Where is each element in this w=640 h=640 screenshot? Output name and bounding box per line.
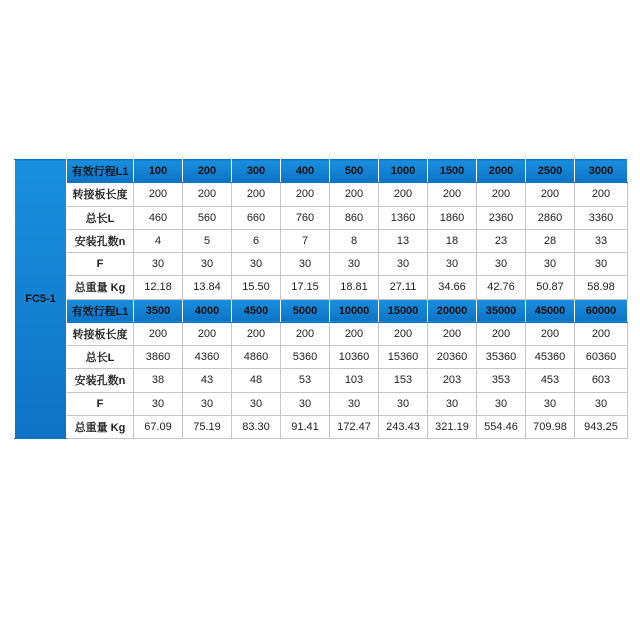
header-row <box>15 160 628 183</box>
value-cell: 50.87 <box>526 276 575 299</box>
value-cell: 91.41 <box>281 415 330 438</box>
value-cell: 30 <box>526 253 575 276</box>
stroke-value-cell: 3000 <box>575 160 628 183</box>
value-cell: 67.09 <box>134 415 183 438</box>
value-cell: 5 <box>183 229 232 252</box>
value-cell: 460 <box>134 206 183 229</box>
header-row <box>15 299 628 322</box>
value-cell: 30 <box>428 392 477 415</box>
stroke-value-cell: 5000 <box>281 299 330 322</box>
stroke-value-cell: 500 <box>330 160 379 183</box>
value-cell: 30 <box>379 392 428 415</box>
value-cell: 60360 <box>575 346 628 369</box>
spec-table-body <box>15 160 628 439</box>
stroke-value-cell: 4000 <box>183 299 232 322</box>
stroke-value-cell: 2000 <box>477 160 526 183</box>
value-cell: 3360 <box>575 206 628 229</box>
value-cell: 321.19 <box>428 415 477 438</box>
value-cell: 3860 <box>134 346 183 369</box>
value-cell: 200 <box>526 183 575 206</box>
row-label-stroke: 有效行程L1 <box>67 299 134 322</box>
value-cell: 153 <box>379 369 428 392</box>
row-label-total-length: 总长L <box>67 346 134 369</box>
value-cell: 660 <box>232 206 281 229</box>
value-cell: 943.25 <box>575 415 628 438</box>
spec-table <box>14 159 628 439</box>
value-cell: 200 <box>428 183 477 206</box>
value-cell: 200 <box>330 183 379 206</box>
value-cell: 43 <box>183 369 232 392</box>
stroke-value-cell: 35000 <box>477 299 526 322</box>
value-cell: 30 <box>477 253 526 276</box>
row-label-plate: 转接板长度 <box>67 183 134 206</box>
value-cell: 172.47 <box>330 415 379 438</box>
stroke-value-cell: 1500 <box>428 160 477 183</box>
value-cell: 10360 <box>330 346 379 369</box>
row-label-total-length: 总长L <box>67 206 134 229</box>
row-label-holes: 安装孔数n <box>67 229 134 252</box>
value-cell: 760 <box>281 206 330 229</box>
stroke-value-cell: 200 <box>183 160 232 183</box>
table-row <box>15 276 628 299</box>
value-cell: 42.76 <box>477 276 526 299</box>
value-cell: 20360 <box>428 346 477 369</box>
value-cell: 30 <box>281 392 330 415</box>
value-cell: 353 <box>477 369 526 392</box>
value-cell: 1860 <box>428 206 477 229</box>
value-cell: 23 <box>477 229 526 252</box>
table-row <box>15 415 628 438</box>
value-cell: 709.98 <box>526 415 575 438</box>
value-cell: 15.50 <box>232 276 281 299</box>
row-label-f: F <box>67 392 134 415</box>
value-cell: 13 <box>379 229 428 252</box>
stroke-value-cell: 1000 <box>379 160 428 183</box>
stroke-value-cell: 2500 <box>526 160 575 183</box>
row-label-weight: 总重量 Kg <box>67 415 134 438</box>
table-row <box>15 322 628 345</box>
value-cell: 15360 <box>379 346 428 369</box>
value-cell: 453 <box>526 369 575 392</box>
value-cell: 200 <box>330 322 379 345</box>
value-cell: 4360 <box>183 346 232 369</box>
value-cell: 103 <box>330 369 379 392</box>
stroke-value-cell: 15000 <box>379 299 428 322</box>
value-cell: 45360 <box>526 346 575 369</box>
value-cell: 8 <box>330 229 379 252</box>
table-row <box>15 392 628 415</box>
stroke-value-cell: 3500 <box>134 299 183 322</box>
value-cell: 30 <box>134 392 183 415</box>
value-cell: 30 <box>330 392 379 415</box>
stroke-value-cell: 20000 <box>428 299 477 322</box>
value-cell: 7 <box>281 229 330 252</box>
value-cell: 200 <box>477 322 526 345</box>
value-cell: 28 <box>526 229 575 252</box>
value-cell: 35360 <box>477 346 526 369</box>
value-cell: 30 <box>575 392 628 415</box>
value-cell: 200 <box>134 322 183 345</box>
model-label: FC5-1 <box>15 160 67 439</box>
value-cell: 58.98 <box>575 276 628 299</box>
value-cell: 18.81 <box>330 276 379 299</box>
value-cell: 30 <box>232 392 281 415</box>
table-row <box>15 183 628 206</box>
value-cell: 6 <box>232 229 281 252</box>
value-cell: 200 <box>232 322 281 345</box>
value-cell: 200 <box>281 322 330 345</box>
value-cell: 200 <box>183 183 232 206</box>
value-cell: 30 <box>183 392 232 415</box>
value-cell: 30 <box>428 253 477 276</box>
stroke-value-cell: 300 <box>232 160 281 183</box>
value-cell: 200 <box>575 322 628 345</box>
row-label-holes: 安装孔数n <box>67 369 134 392</box>
value-cell: 30 <box>183 253 232 276</box>
value-cell: 33 <box>575 229 628 252</box>
value-cell: 200 <box>379 322 428 345</box>
value-cell: 200 <box>232 183 281 206</box>
row-label-plate: 转接板长度 <box>67 322 134 345</box>
value-cell: 30 <box>232 253 281 276</box>
value-cell: 603 <box>575 369 628 392</box>
value-cell: 13.84 <box>183 276 232 299</box>
value-cell: 200 <box>134 183 183 206</box>
value-cell: 17.15 <box>281 276 330 299</box>
value-cell: 560 <box>183 206 232 229</box>
value-cell: 30 <box>526 392 575 415</box>
value-cell: 200 <box>575 183 628 206</box>
value-cell: 4860 <box>232 346 281 369</box>
stroke-value-cell: 400 <box>281 160 330 183</box>
stroke-value-cell: 100 <box>134 160 183 183</box>
value-cell: 83.30 <box>232 415 281 438</box>
row-label-weight: 总重量 Kg <box>67 276 134 299</box>
value-cell: 12.18 <box>134 276 183 299</box>
row-label-stroke: 有效行程L1 <box>67 160 134 183</box>
stroke-value-cell: 45000 <box>526 299 575 322</box>
value-cell: 53 <box>281 369 330 392</box>
table-row <box>15 229 628 252</box>
stroke-value-cell: 4500 <box>232 299 281 322</box>
value-cell: 200 <box>477 183 526 206</box>
value-cell: 34.66 <box>428 276 477 299</box>
value-cell: 4 <box>134 229 183 252</box>
value-cell: 30 <box>281 253 330 276</box>
value-cell: 200 <box>428 322 477 345</box>
value-cell: 48 <box>232 369 281 392</box>
value-cell: 203 <box>428 369 477 392</box>
value-cell: 200 <box>183 322 232 345</box>
table-row <box>15 346 628 369</box>
value-cell: 18 <box>428 229 477 252</box>
value-cell: 75.19 <box>183 415 232 438</box>
value-cell: 200 <box>379 183 428 206</box>
value-cell: 554.46 <box>477 415 526 438</box>
value-cell: 2360 <box>477 206 526 229</box>
row-label-f: F <box>67 253 134 276</box>
table-row <box>15 369 628 392</box>
value-cell: 5360 <box>281 346 330 369</box>
value-cell: 200 <box>526 322 575 345</box>
table-row <box>15 253 628 276</box>
value-cell: 200 <box>281 183 330 206</box>
value-cell: 860 <box>330 206 379 229</box>
value-cell: 243.43 <box>379 415 428 438</box>
value-cell: 30 <box>575 253 628 276</box>
value-cell: 30 <box>330 253 379 276</box>
value-cell: 27.11 <box>379 276 428 299</box>
value-cell: 30 <box>379 253 428 276</box>
value-cell: 2860 <box>526 206 575 229</box>
value-cell: 30 <box>134 253 183 276</box>
stroke-value-cell: 10000 <box>330 299 379 322</box>
stroke-value-cell: 60000 <box>575 299 628 322</box>
table-row <box>15 206 628 229</box>
value-cell: 1360 <box>379 206 428 229</box>
value-cell: 38 <box>134 369 183 392</box>
value-cell: 30 <box>477 392 526 415</box>
